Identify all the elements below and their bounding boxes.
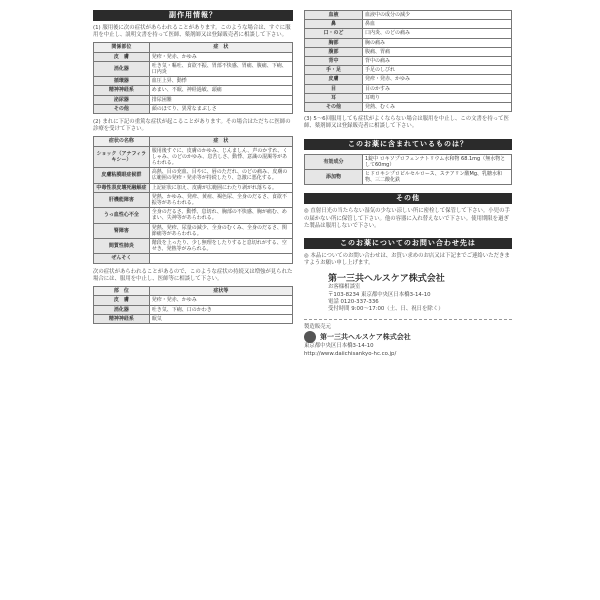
table-row: うっ血性心不全 全身のだるさ、動悸、息切れ、胸部の不快感、胸が痛む、めまい、失神等があらわれる。	[94, 208, 293, 223]
col-header: 関係部位	[94, 43, 150, 52]
table-row: 泌尿器 排尿困難	[94, 95, 293, 104]
storage-text: ◎ 直射日光の当たらない湿気の少ない涼しい所に密栓して保管して下さい。小児の手の届かない所に保管して下さい。他の容器に入れ替えないで下さい。使用期限を過ぎた製品は服用しないで下さい。	[304, 208, 510, 229]
contact-address: 〒103-8234 東京都中央区日本橋3-14-10	[328, 291, 431, 298]
table-row: 鼻 鼻血	[305, 20, 512, 29]
table-row: 有効成分 1錠中 ロキソプロフェンナトリウム水和物 68.1mg（無水物として60mg）	[305, 154, 512, 169]
table-row: その他 顔のほてり、異常なまぶしさ	[94, 104, 293, 113]
table-row: 精神神経系 めまい、不眠、神経過敏、頭痛	[94, 86, 293, 95]
right-column	[304, 10, 512, 358]
table-row: 精神神経系 眠気	[94, 314, 293, 323]
ingredients-header: このお薬に含まれているものは？	[304, 139, 512, 150]
table-row: 手・足 手足のしびれ	[305, 66, 512, 75]
left-column	[93, 10, 293, 324]
symptom-table	[304, 10, 512, 112]
company-logo-icon	[304, 331, 316, 343]
col-header: 症 状	[149, 43, 292, 52]
table-row: 耳 耳鳴り	[305, 93, 512, 102]
table-row: 目 目のかすみ	[305, 84, 512, 93]
table-row: 肝機能障害 発熱、かゆみ、発疹、黄疸、褐色尿、全身のだるさ、食欲不振等があらわれる。	[94, 192, 293, 207]
table-row: ぜんそく	[94, 254, 293, 263]
col-header: 症 状	[149, 137, 292, 146]
table-row: 皮膚 発疹・発赤、かゆみ	[305, 75, 512, 84]
severe-intro: (2) まれに下記の重篤な症状が起こることがあります。その場合はただちに医師の診療を受けて下さい。	[93, 119, 291, 133]
maker-url: http://www.daiichisankyo-hc.co.jp/	[304, 350, 397, 357]
side-effects-intro: (1) 服用後に次の症状があらわれることがあります。このような場合は、すぐに服用を中止し、説明文書を持って医師、薬剤師又は登録販売者に相談して下さい。	[93, 25, 291, 39]
table-row: 腎障害 発熱、発疹、尿量の減少、全身のむくみ、全身のだるさ、関節痛等があらわれる。	[94, 223, 293, 238]
storage-header: その他	[304, 193, 512, 204]
table-row: 消化器 吐き気・嘔吐、食欲不振、胃部不快感、胃痛、腹痛、下痢、口内炎	[94, 61, 293, 76]
col-header: 症状の名称	[94, 137, 150, 146]
table-row: ショック（アナフィラキシー） 服用後すぐに、皮膚のかゆみ、じんましん、声のかすれ、くしゃみ、のどのかゆみ、息苦しさ、動悸、意識の混濁等があらわれる。	[94, 146, 293, 168]
company-name: 第一三共ヘルスケア株式会社	[328, 274, 445, 285]
table-row: 循環器 血圧上昇、動悸	[94, 77, 293, 86]
divider	[304, 319, 512, 320]
contact-phone: 電話 0120-337-336	[328, 298, 379, 305]
severe-effects-table	[93, 136, 293, 263]
table-row: 血液 血液中の成分の減少	[305, 11, 512, 20]
table-row: 消化器 吐き気、下痢、口のかわき	[94, 305, 293, 314]
table-row: 間質性肺炎 階段を上ったり、少し無理をしたりすると息切れがする、空せき、発熱等がみられる。	[94, 239, 293, 254]
side-effects-header: 副作用情報？	[93, 10, 293, 21]
table-row: 口・のど 口内炎、のどの痛み	[305, 29, 512, 38]
maker-label: 製造販売元	[304, 324, 331, 331]
mild-effects-table	[93, 286, 293, 324]
caution-note: 次の症状があらわれることがあるので、このような症状の持続又は増強が見られた場合には、服用を中止し、医師等に相談して下さい。	[93, 268, 293, 282]
ingredients-table	[304, 154, 512, 186]
contact-dept: お客様相談室	[328, 284, 361, 291]
contact-header: このお薬についてのお問い合わせ先は	[304, 238, 512, 249]
consult-note: (3) 5〜6回服用しても症状がよくならない場合は服用を中止し、この文書を持って医師、薬剤師又は登録販売者に相談して下さい。	[304, 116, 509, 130]
maker-name: 第一三共ヘルスケア株式会社	[320, 333, 411, 342]
table-row: 添加物 ヒドロキシプロピルセルロース、ステアリン酸Mg、乳糖水和物、三二酸化鉄	[305, 170, 512, 185]
contact-hours: 受付時間 9:00〜17:00（土、日、祝日を除く）	[328, 306, 444, 313]
table-row: 背中 背中の痛み	[305, 57, 512, 66]
table-row: 腹部 腹痛、胃痛	[305, 47, 512, 56]
table-row: 皮 膚 発疹・発赤、かゆみ	[94, 296, 293, 305]
maker-footer	[304, 324, 512, 358]
col-header: 部 位	[94, 287, 150, 296]
table-row: 皮膚粘膜眼症候群 高熱、目の充血、目やに、唇のただれ、のどの痛み、皮膚の広範囲の発疹・発赤等が持続したり、急激に悪化する。	[94, 168, 293, 183]
table-row: 胸部 胸の痛み	[305, 38, 512, 47]
table-row: 皮 膚 発疹・発赤、かゆみ	[94, 52, 293, 61]
table-row: 中毒性表皮壊死融解症 上記症状に加え、皮膚が広範囲にわたり剥がれ落ちる。	[94, 183, 293, 192]
contact-text: ◎ 本品についてのお問い合わせは、お買い求めのお店又は下記までご連絡いただきますようお願い申し上げます。	[304, 253, 510, 267]
maker-address: 東京都中央区日本橋3-14-10	[304, 343, 374, 350]
table-row: その他 発熱、むくみ	[305, 103, 512, 112]
col-header: 症状等	[149, 287, 292, 296]
side-effects-table	[93, 42, 293, 114]
